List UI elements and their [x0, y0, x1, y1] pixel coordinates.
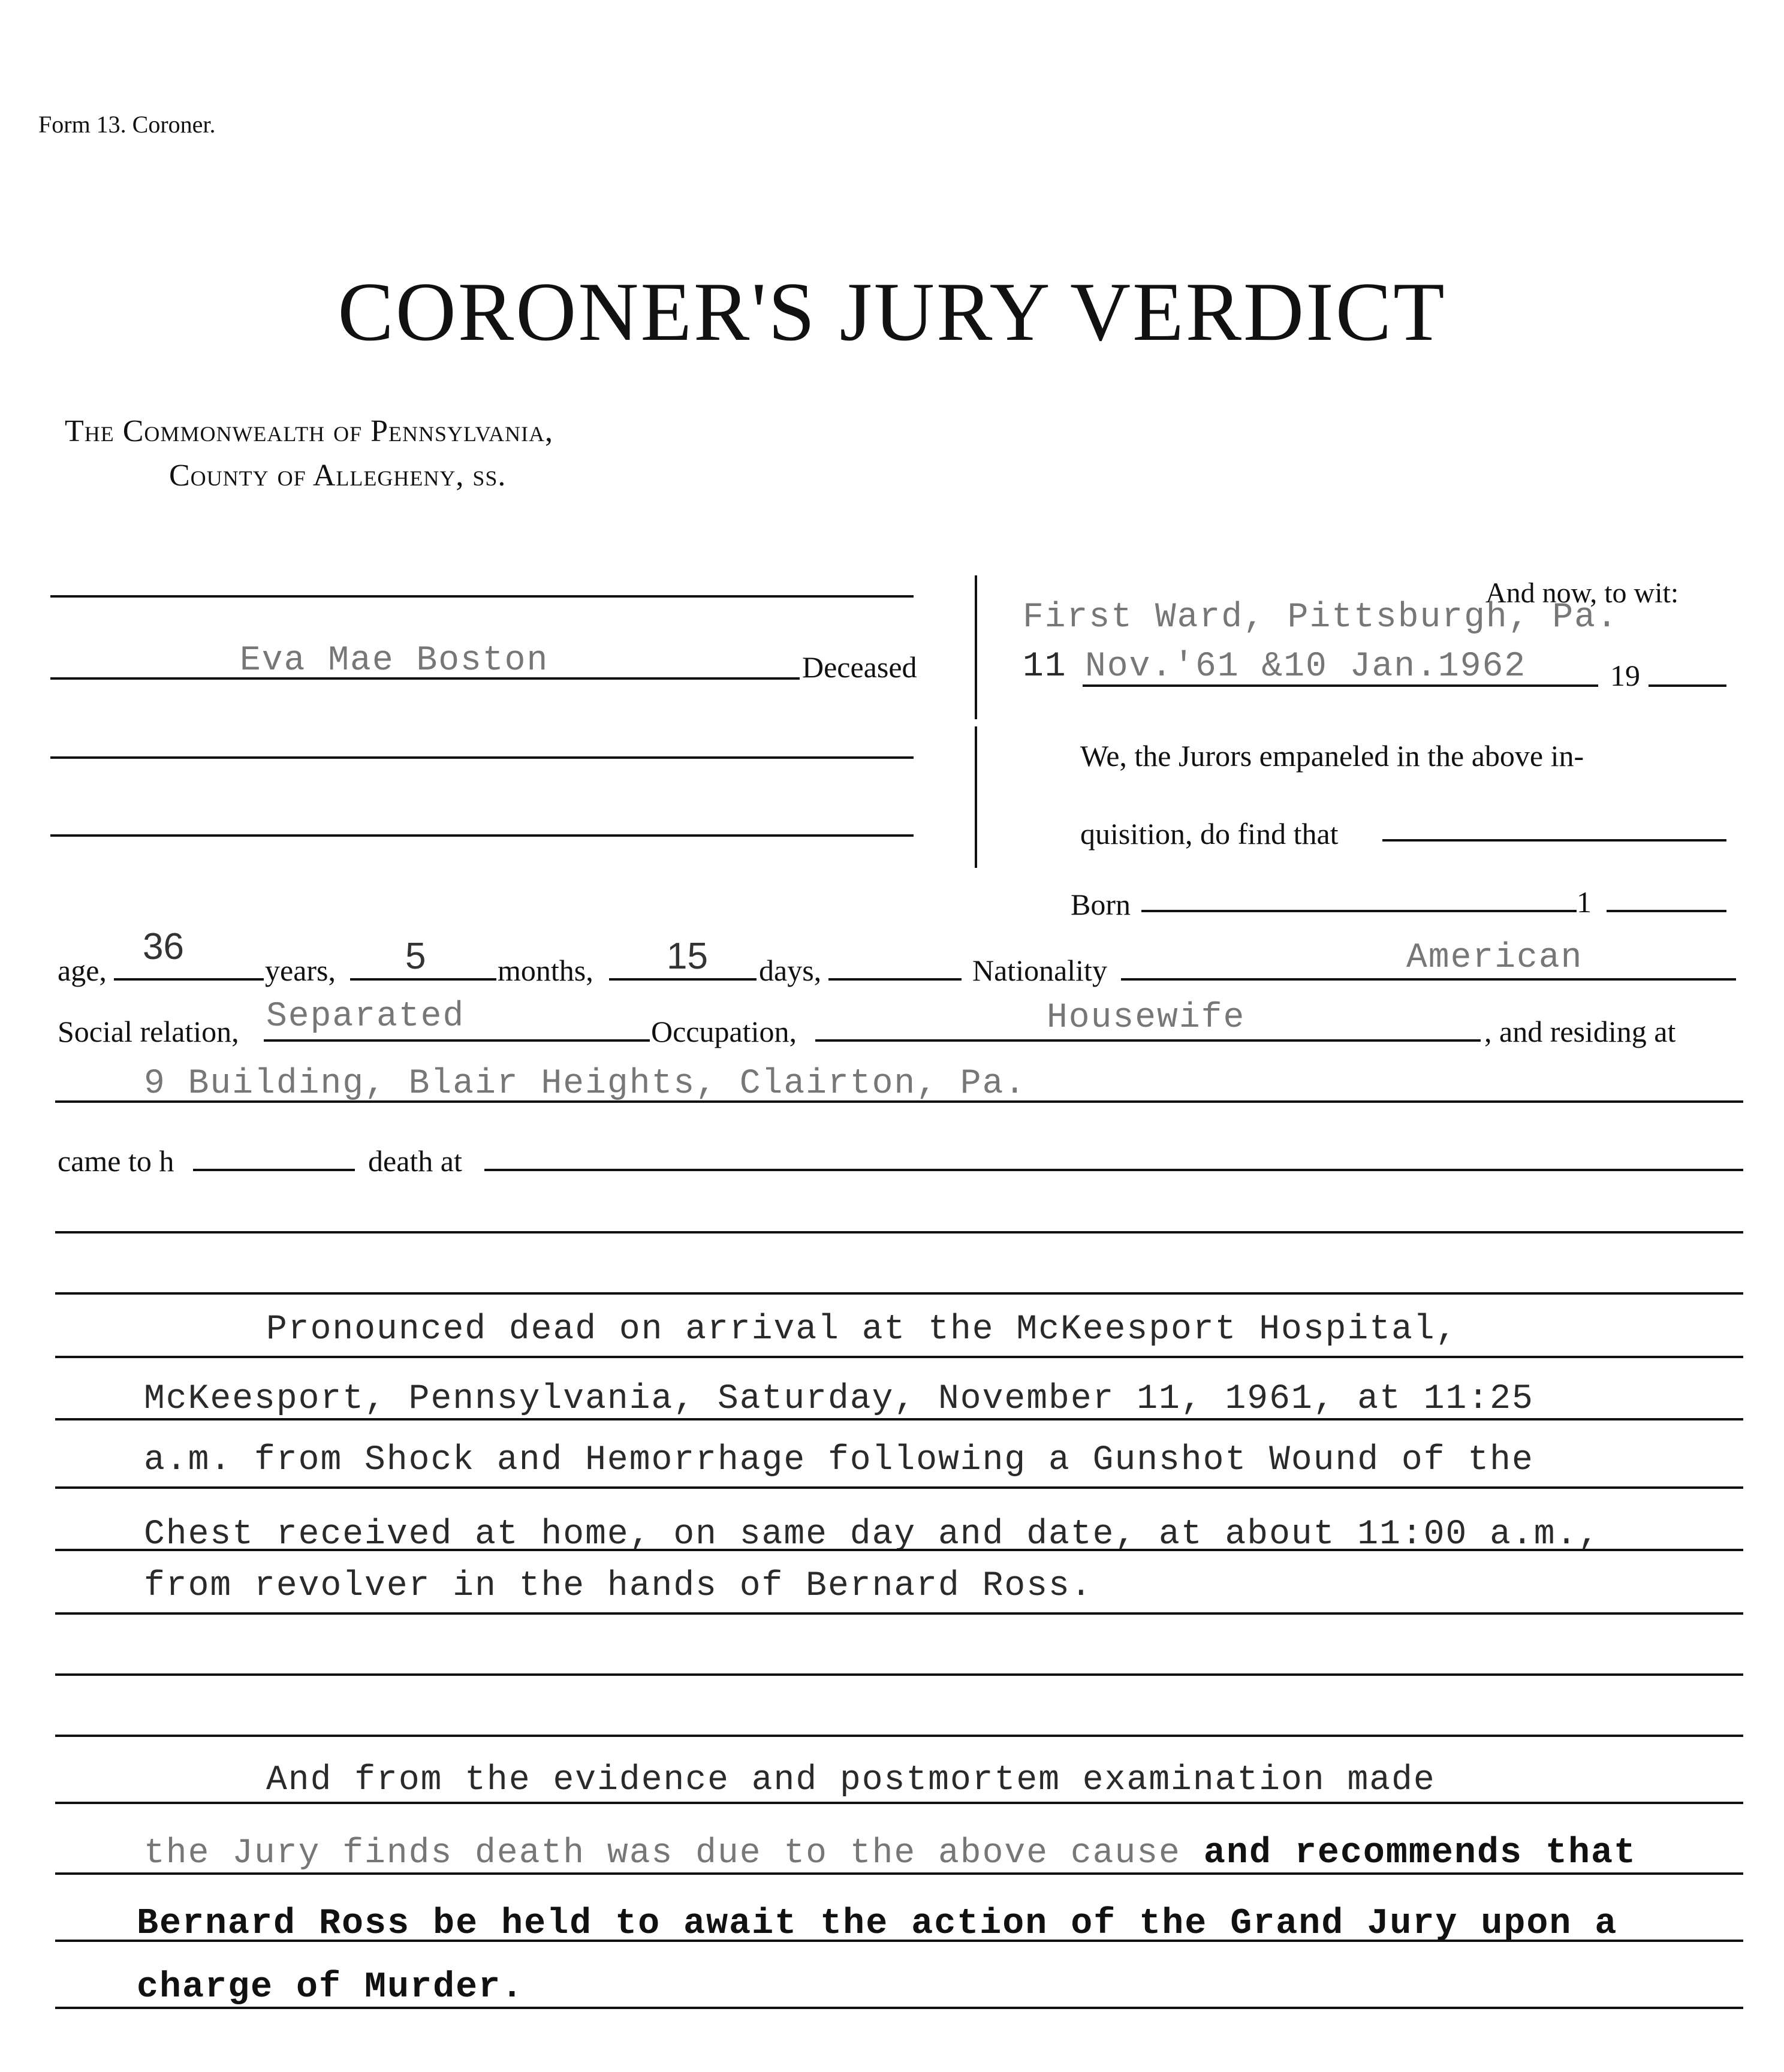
age-days: 15 [667, 936, 708, 977]
age-label: age, [58, 954, 107, 987]
blank-line [50, 834, 914, 837]
age-months-line [350, 978, 496, 981]
narrative-line: Chest received at home, on same day and date, at about 11:00 a.m., [144, 1515, 1601, 1554]
divider-lower [975, 726, 977, 868]
form-number: Form 13. Coroner. [38, 111, 216, 138]
deceased-label: Deceased [802, 650, 917, 684]
months-label: months, [498, 954, 593, 987]
ruled-line [55, 1486, 1743, 1489]
finding-line-text: Bernard Ross be held to await the action of the Grand Jury upon a [137, 1904, 1618, 1944]
inquest-date: Nov.'61 &10 Jan.1962 [1085, 647, 1527, 686]
nationality-line [1121, 978, 1736, 981]
deceased-name-line [50, 677, 800, 680]
narrative-line: from revolver in the hands of Bernard Ross. [144, 1567, 1093, 1606]
blank-line [828, 978, 962, 981]
year-label: 19 [1610, 659, 1640, 692]
blank-line [50, 756, 914, 759]
death-place-line [484, 1169, 1743, 1171]
nationality-value: American [1406, 939, 1583, 978]
finding-line [1382, 839, 1726, 842]
age-years: 36 [143, 926, 184, 967]
occupation-line [815, 1039, 1481, 1042]
finding-cause-text: the Jury finds death was due to the above cause [144, 1834, 1181, 1873]
finding-line-text: And from the evidence and postmortem examination made [266, 1761, 1436, 1800]
jurors-statement-2: quisition, do find that [1080, 817, 1339, 850]
occupation-value: Housewife [1047, 999, 1246, 1037]
finding-recommend-text: and recommends that [1180, 1833, 1637, 1874]
ruled-line [55, 1940, 1743, 1942]
narrative-line: a.m. from Shock and Hemorrhage following a Gunshot Wound of the [144, 1441, 1534, 1480]
year-line [1649, 684, 1726, 687]
ruled-line [55, 1612, 1743, 1615]
age-months: 5 [405, 936, 426, 977]
and-now-label: And now, to wit: [1485, 577, 1679, 609]
social-relation-value: Separated [266, 997, 465, 1036]
born-label: Born [1071, 888, 1131, 921]
ruled-line [55, 1872, 1743, 1875]
narrative-line: McKeesport, Pennsylvania, Saturday, November 11, 1961, at 11:25 [144, 1380, 1534, 1419]
age-years-line [114, 978, 264, 981]
came-to-death-label: came to h [58, 1144, 174, 1178]
ruled-line [55, 1356, 1743, 1358]
ruled-line [55, 1673, 1743, 1676]
ruled-line [55, 2007, 1743, 2009]
born-year-prefix: 1 [1577, 885, 1592, 919]
nationality-label: Nationality [972, 954, 1107, 987]
occupation-label: Occupation, [651, 1015, 797, 1048]
inquest-date-line [1083, 684, 1598, 687]
residence-address: 9 Building, Blair Heights, Clairton, Pa. [144, 1064, 1027, 1103]
divider-upper [975, 575, 977, 719]
death-at-label: death at [368, 1144, 462, 1178]
inquest-place: First Ward, Pittsburgh, Pa. [1023, 598, 1619, 637]
blank-line [55, 1292, 1743, 1295]
days-label: days, [759, 954, 822, 987]
ruled-line [55, 1418, 1743, 1420]
years-label: years, [265, 954, 336, 987]
jurisdiction-commonwealth: The Commonwealth of Pennsylvania, [65, 414, 554, 448]
social-relation-label: Social relation, [58, 1015, 239, 1048]
born-year-line [1607, 910, 1726, 912]
residing-label: , and residing at [1484, 1015, 1676, 1048]
born-line [1141, 910, 1577, 912]
age-days-line [609, 978, 757, 981]
ruled-line [55, 1802, 1743, 1804]
ruled-line [55, 1735, 1743, 1737]
social-relation-line [264, 1039, 650, 1042]
inquest-date-prefix: 11 [1023, 647, 1067, 686]
narrative-line: Pronounced dead on arrival at the McKeesport Hospital, [266, 1310, 1458, 1349]
deceased-name: Eva Mae Boston [240, 641, 549, 680]
ruled-line [55, 1549, 1743, 1551]
jurisdiction-county: County of Allegheny, ss. [169, 459, 507, 493]
document-title: CORONER'S JURY VERDICT [337, 266, 1447, 358]
jurors-statement-1: We, the Jurors empaneled in the above in- [1080, 739, 1584, 773]
finding-line-text: charge of Murder. [137, 1967, 525, 2008]
finding-line-text [144, 1833, 1637, 1874]
residence-line [55, 1100, 1743, 1103]
blank-line [50, 595, 914, 598]
blank-line [55, 1231, 1743, 1233]
pronoun-line [193, 1169, 355, 1171]
